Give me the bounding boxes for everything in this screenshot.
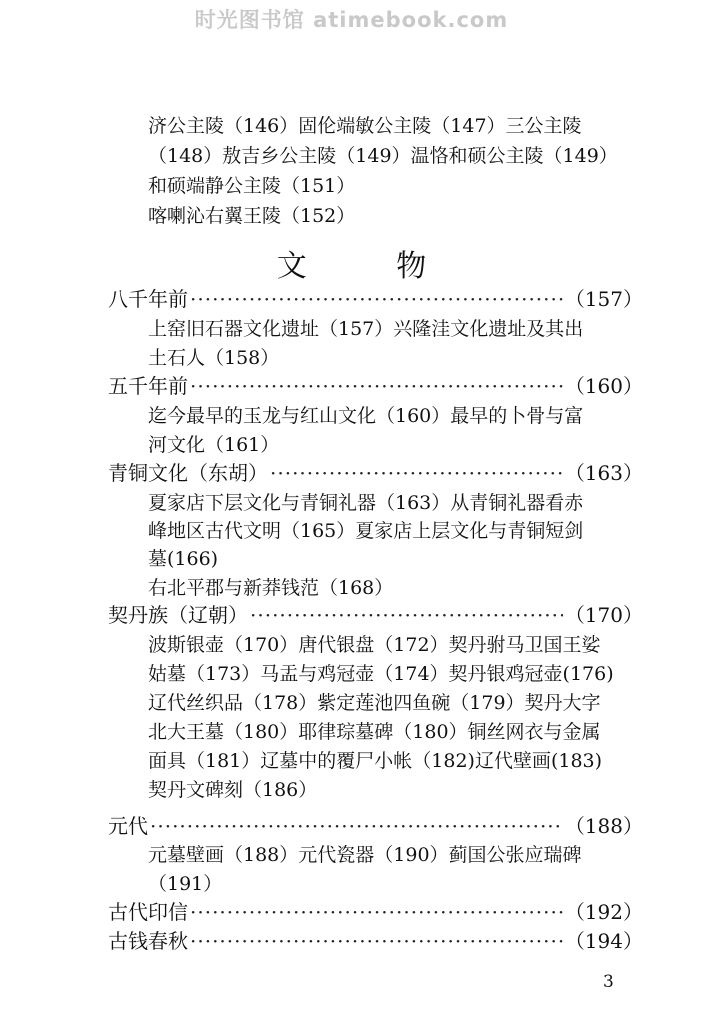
- toc-sub-line: 姑墓（173）马盂与鸡冠壶（174）契丹银鸡冠壶(176): [148, 663, 614, 685]
- toc-entry-page: （194）: [564, 929, 643, 953]
- toc-entry[interactable]: [108, 461, 643, 485]
- toc-sub-line: 迄今最早的玉龙与红山文化（160）最早的卜骨与富: [148, 405, 584, 427]
- toc-sub-line: （191）: [148, 873, 223, 895]
- toc-entry-page: （160）: [564, 374, 643, 398]
- toc-entry[interactable]: [108, 603, 643, 627]
- toc-entry-title: 古代印信: [108, 900, 188, 924]
- toc-sub-line: 峰地区古代文明（165）夏家店上层文化与青铜短剑: [148, 520, 584, 542]
- toc-entry-page: （157）: [564, 287, 643, 311]
- toc-entry[interactable]: [108, 287, 643, 311]
- leader-dots: [270, 461, 563, 485]
- leader-dots: [190, 374, 563, 398]
- toc-entry-page: （192）: [564, 900, 643, 924]
- page-number: 3: [603, 972, 614, 992]
- toc-entry-page: （170）: [564, 603, 643, 627]
- leader-dots: [190, 900, 563, 924]
- toc-entry[interactable]: [108, 814, 643, 838]
- leader-dots: [250, 603, 563, 627]
- toc-sub-line: 面具（181）辽墓中的覆尸小帐（182)辽代壁画(183): [148, 750, 603, 772]
- leader-dots: [150, 814, 563, 838]
- toc-entry-page: （163）: [564, 461, 643, 485]
- toc-sub-line: 波斯银壶（170）唐代银盘（172）契丹驸马卫国王娑: [148, 634, 601, 656]
- toc-sub-line: 北大王墓（180）耶律琮墓碑（180）铜丝网衣与金属: [148, 721, 601, 743]
- toc-entry-title: 古钱春秋: [108, 929, 188, 953]
- toc-entry[interactable]: [108, 929, 643, 953]
- toc-sub-line: 夏家店下层文化与青铜礼器（163）从青铜礼器看赤: [148, 492, 584, 514]
- leader-dots: [190, 929, 563, 953]
- toc-sub-line: 上窑旧石器文化遗址（157）兴隆洼文化遗址及其出: [148, 318, 584, 340]
- toc-entry-title: 青铜文化（东胡）: [108, 461, 268, 485]
- toc-entry-title: 契丹族（辽朝）: [108, 603, 248, 627]
- toc-text-line: 济公主陵（146）固伦端敏公主陵（147）三公主陵: [148, 115, 582, 137]
- toc-text-line: 和硕端静公主陵（151）: [148, 175, 356, 197]
- toc-sub-line: 契丹文碑刻（186）: [148, 779, 318, 801]
- toc-text-line: 喀喇沁右翼王陵（152）: [148, 205, 356, 227]
- section-heading: 文 物: [276, 249, 467, 284]
- toc-entry-page: （188）: [564, 814, 643, 838]
- toc-entry-title: 五千年前: [108, 374, 188, 398]
- toc-sub-line: 右北平郡与新莽钱范（168）: [148, 577, 394, 599]
- toc-entry[interactable]: [108, 374, 643, 398]
- toc-sub-line: 河文化（161）: [148, 434, 280, 456]
- toc-entry-title: 八千年前: [108, 287, 188, 311]
- toc-text-line: （148）敖吉乡公主陵（149）温恪和硕公主陵（149）: [148, 145, 618, 167]
- toc-sub-line: 土石人（158）: [148, 347, 280, 369]
- leader-dots: [190, 287, 563, 311]
- toc-sub-line: 元墓壁画（188）元代瓷器（190）蓟国公张应瑞碑: [148, 844, 582, 866]
- toc-sub-line: 辽代丝织品（178）紫定莲池四鱼碗（179）契丹大字: [148, 692, 601, 714]
- toc-sub-line: 墓(166): [148, 548, 219, 570]
- toc-entry-title: 元代: [108, 814, 148, 838]
- toc-entry[interactable]: [108, 900, 643, 924]
- watermark: 时光图书馆 atimebook.com: [194, 8, 509, 32]
